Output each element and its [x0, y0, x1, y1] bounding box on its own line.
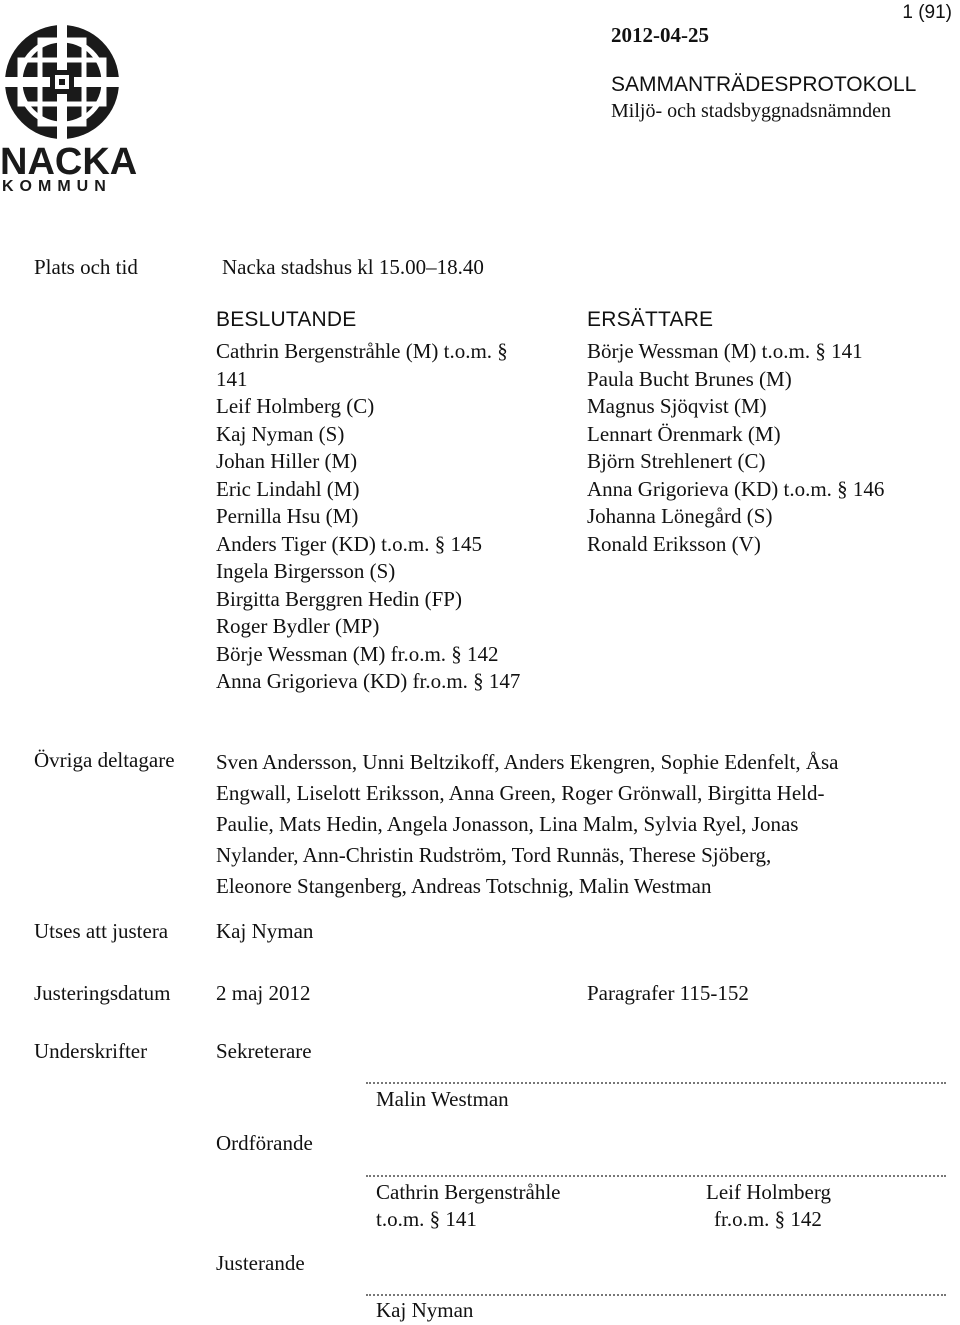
list-item: Eleonore Stangenberg, Andreas Totschnig, Malin Westman [216, 874, 712, 898]
secretary-role: Sekreterare [216, 1039, 312, 1063]
list-item: Roger Bydler (MP) [216, 614, 380, 638]
list-item: Johan Hiller (M) [216, 449, 358, 473]
list-item: Nylander, Ann-Christin Rudström, Tord Runnäs, Therese Sjöberg, [216, 843, 772, 867]
chair-role: Ordförande [216, 1131, 313, 1155]
adjuster-role: Justerande [216, 1251, 305, 1275]
nacka-emblem-icon [0, 20, 125, 150]
chair-note-1: t.o.m. § 141 [376, 1207, 477, 1231]
list-item: Björn Strehlenert (C) [587, 449, 766, 473]
signatures-label: Underskrifter [34, 1039, 148, 1063]
others-label: Övriga deltagare [34, 748, 175, 772]
place-time-value: Nacka stadshus kl 15.00–18.40 [222, 255, 484, 279]
list-item: Lennart Örenmark (M) [587, 421, 781, 446]
list-item: Anders Tiger (KD) t.o.m. § 145 [216, 531, 482, 556]
chair-name-2: Leif Holmberg [706, 1180, 831, 1204]
list-item: Birgitta Berggren Hedin (FP) [216, 586, 462, 611]
logo-text-nacka: NACKA [0, 141, 138, 183]
adjuster-label: Utses att justera [34, 919, 169, 943]
list-item: Magnus Sjöqvist (M) [587, 394, 767, 418]
document-type: SAMMANTRÄDESPROTOKOLL [611, 73, 917, 96]
list-item: Börje Wessman (M) t.o.m. § 141 [587, 339, 863, 363]
logo-text-kommun: KOMMUN [2, 178, 112, 195]
list-item: Ingela Birgersson (S) [216, 559, 396, 583]
list-item: Sven Andersson, Unni Beltzikoff, Anders Ekengren, Sophie Edenfelt, Åsa [216, 750, 839, 774]
chair-signature-line [366, 1175, 946, 1177]
secretary-signature-line [366, 1082, 946, 1084]
substitutes-heading: ERSÄTTARE [587, 308, 714, 331]
substitutes-list [587, 338, 884, 558]
list-item: Johanna Lönegård (S) [587, 504, 773, 528]
list-item: Paulie, Mats Hedin, Angela Jonasson, Lina Malm, Sylvia Ryel, Jonas [216, 812, 799, 836]
list-item: Eric Lindahl (M) [216, 476, 360, 501]
list-item: Engwall, Liselott Eriksson, Anna Green, Roger Grönwall, Birgitta Held- [216, 781, 825, 805]
chair-name-1: Cathrin Bergenstråhle [376, 1180, 561, 1204]
page-number: 1 (91) [902, 2, 952, 23]
list-item: Anna Grigorieva (KD) t.o.m. § 146 [587, 476, 885, 501]
document-date: 2012-04-25 [611, 23, 709, 47]
adjuster-signature-line [366, 1294, 946, 1296]
list-item: Pernilla Hsu (M) [216, 504, 359, 528]
committee-name: Miljö- och stadsbyggnadsnämnden [611, 100, 891, 122]
secretary-name: Malin Westman [376, 1087, 509, 1111]
list-item: Ronald Eriksson (V) [587, 531, 761, 556]
adjust-date-label: Justeringsdatum [34, 981, 171, 1005]
place-time-label: Plats och tid [34, 255, 138, 279]
adjuster-name: Kaj Nyman [376, 1298, 474, 1322]
nacka-kommun-logo [0, 20, 138, 195]
chair-note-2: fr.o.m. § 142 [714, 1207, 822, 1231]
others-list [216, 747, 839, 902]
members-heading: BESLUTANDE [216, 308, 357, 331]
adjust-date-value: 2 maj 2012 [216, 981, 311, 1005]
paragraphs-range: Paragrafer 115-152 [587, 981, 749, 1005]
list-item: Kaj Nyman (S) [216, 421, 345, 446]
list-item: Leif Holmberg (C) [216, 394, 375, 418]
adjuster-value: Kaj Nyman [216, 919, 314, 943]
list-item: Paula Bucht Brunes (M) [587, 366, 792, 391]
list-item: Cathrin Bergenstråhle (M) t.o.m. § [216, 339, 508, 363]
list-item: Börje Wessman (M) fr.o.m. § 142 [216, 641, 499, 666]
list-item: Anna Grigorieva (KD) fr.o.m. § 147 [216, 669, 521, 693]
members-list [216, 338, 520, 696]
list-item: 141 [216, 366, 248, 391]
